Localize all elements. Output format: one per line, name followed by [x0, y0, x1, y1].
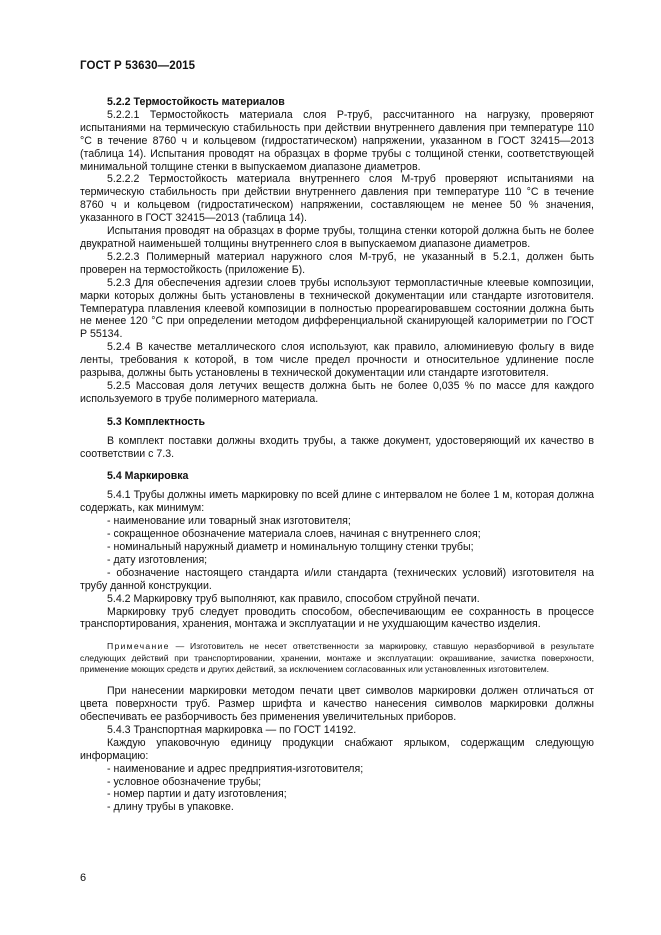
paragraph-5-3: В комплект поставки должны входить трубы, а также документ, удостоверяющий их качество в соответствии с 7.3. [80, 434, 594, 460]
list-item: - условное обозначение трубы; [107, 775, 262, 788]
paragraph-5-4-3: 5.4.3 Транспортная маркировка — по ГОСТ 14192. [107, 723, 357, 736]
list-item: - номер партии и дату изготовления; [107, 788, 287, 801]
paragraph-print-marking: При нанесении маркировки методом печати цвет символов маркировки должен отличаться от цвета поверхности труб. Размер шрифта и качество нанесения символов маркировки должны обеспечивать ее разборчивость без применения увеличительных приборов. [80, 685, 594, 724]
page-number: 6 [80, 872, 87, 884]
paragraph-5-4-2: 5.4.2 Маркировку труб выполняют, как правило, способом струйной печати. [107, 592, 480, 605]
list-item: - сокращенное обозначение материала слоев, начиная с внутреннего слоя; [107, 528, 481, 541]
list-item: - дату изготовления; [107, 553, 208, 566]
note-text: — Изготовитель не несет ответственности за маркировку, ставшую неразборчивой в результате следующих действий при транспортировании, хранении, монтаже и эксплуатации: окрашивание, зачистка поверхности, применение моющих средств и других действий, за исключением согласованных или установленных изготовителем. [80, 641, 594, 674]
paragraph-5-2-2-2: 5.2.2.2 Термостойкость материала внутреннего слоя М-труб проверяют испытаниями на термическую стабильность при действии внутреннего давления при температуре 110 °С в течение 8760 ч и кольцевом (гидростатическом) напряжении, составляющем не менее 50 % значения, указанного в ГОСТ 32415—2013 (таблица 14). [80, 173, 594, 225]
section-heading-5-3: 5.3 Комплектность [107, 415, 205, 428]
list-item: - обозначение настоящего стандарта и/или стандарта (технических условий) изготовителя на трубу данной конструкции. [80, 566, 594, 592]
section-heading-5-2-2: 5.2.2 Термостойкость материалов [107, 96, 285, 108]
document-body [80, 96, 594, 814]
list-item: - наименование и адрес предприятия-изготовителя; [107, 762, 364, 775]
paragraph-5-4-2-b: Маркировку труб следует проводить способом, обеспечивающим ее сохранность в процессе транспортирования, хранения, монтажа и эксплуатации и не ухудшающим качество изделия. [80, 605, 594, 631]
note-block [80, 641, 594, 675]
paragraph-5-2-5: 5.2.5 Массовая доля летучих веществ должна быть не более 0,035 % по массе для каждого используемого в трубе полимерного материала. [80, 379, 594, 405]
paragraph-5-4-1: 5.4.1 Трубы должны иметь маркировку по всей длине с интервалом не более 1 м, которая должна содержать, как минимум: [80, 489, 594, 515]
list-item: - номинальный наружный диаметр и номинальную толщину стенки трубы; [107, 541, 474, 553]
paragraph-5-4-3-b: Каждую упаковочную единицу продукции снабжают ярлыком, содержащим следующую информацию: [80, 736, 594, 762]
paragraph-5-2-4: 5.2.4 В качестве металлического слоя используют, как правило, алюминиевую фольгу в виде ленты, требования к которой, в том числе предел прочности и относительное удлинение после разрыва, должны быть установлены в технической документации или стандарте изготовителя. [80, 341, 594, 380]
paragraph-5-2-3: 5.2.3 Для обеспечения адгезии слоев трубы используют термопластичные клеевые композиции, марки которых должны быть установлены в технической документации или стандарте изготовителя. Температура плавления клеевой композиции в полностью прореагировавшем состоянии должна быть не менее 120 °С при определении методом дифференциальной сканирующей калориметрии по ГОСТ Р 55134. [80, 276, 594, 341]
paragraph-5-2-2-3: 5.2.2.3 Полимерный материал наружного слоя М-труб, не указанный в 5.2.1, должен быть проверен на термостойкость (приложение Б). [80, 250, 594, 276]
note-label: Примечание [107, 641, 170, 652]
document-code-header: ГОСТ Р 53630—2015 [80, 60, 196, 72]
list-item: - наименование или товарный знак изготовителя; [107, 515, 351, 528]
paragraph-5-2-2-2-tests: Испытания проводят на образцах в форме трубы, толщина стенки которой должна быть не более двукратной наименьшей толщины внутреннего слоя в выпускаемом диапазоне диаметров. [80, 225, 594, 250]
paragraph-5-2-2-1: 5.2.2.1 Термостойкость материала слоя Р-труб, рассчитанного на нагрузку, проверяют испытаниями на термическую стабильность при действии внутреннего давления при температуре 110 °С в течение 8760 ч и кольцевом (гидростатическом) напряжении, указанном в ГОСТ 32415—2013 (таблица 14). Испытания проводят на образцах в форме трубы с толщиной стенки, соответствующей минимальной толщине стенки в выпускаемом диапазоне диаметров. [80, 108, 594, 173]
list-item: - длину трубы в упаковке. [107, 801, 234, 814]
section-heading-5-4: 5.4 Маркировка [107, 470, 189, 483]
